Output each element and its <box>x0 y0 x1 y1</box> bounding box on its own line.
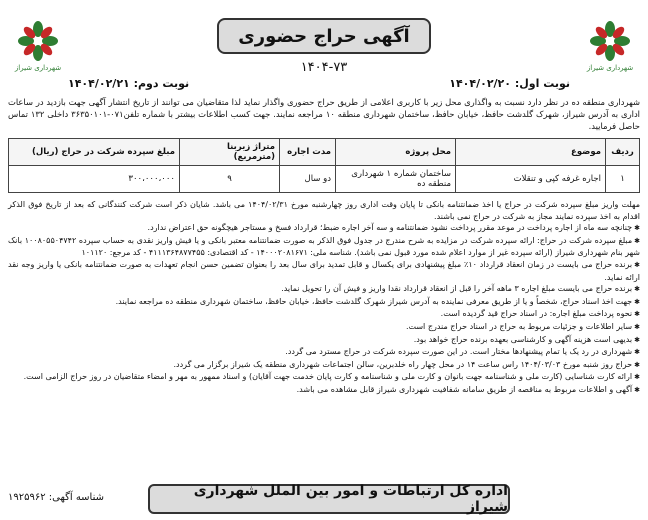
star-bullet-icon: ✱ <box>634 285 640 294</box>
condition-text: بدیهی است هزینه آگهی و کارشناسی بعهده برنده حراج خواهد بود. <box>413 334 633 344</box>
condition-text: مهلت واریز مبلغ سپرده شرکت در حراج یا اخذ ضمانتنامه بانکی تا پایان وقت اداری روز چهارشنبه مورخ ۱۴۰۴/۰۲/۳۱ می باشد. شایان ذکر است شرکت کنندگانی که بعد از تاریخ فوق الذکر اقدام به اخذ سپرده نمایند مجاز به شرکت در حراج نمی باشند. <box>8 200 640 221</box>
conditions-list <box>8 199 640 397</box>
condition-text: چنانچه سه ماه از اجاره پرداخت در موعد مقرر پرداخت نشود ضمانتنامه و سه آخر اجاره ضبط؛ قرارداد فسخ و مستاجر هیچگونه حق اعتراض ندارد. <box>147 223 633 233</box>
condition-text: مبلغ سپرده شرکت در حراج: ارائه سپرده شرکت در مزایده به شرح مندرج در جدول فوق الذکر به صورت ضمانتنامه معتبر بانکی و یا فیش واریز نقدی به حساب سپرده ۱۰۰۸۰۵۵۰۴۷۴۲ بانک شهر بنام شهرداری شیراز (ارائه سپرده غیر از موارد اعلام شده مورد قبول نمی باشد). شناسه ملی: ۱۴۰۰۰۲۰۸۱۶۷۱ - کد اقتصادی: ۴۱۱۱۳۶۴۸۷۷۴۵۵ - کد مرجع: ۱۰۱۱۲۰ <box>8 235 640 258</box>
star-bullet-icon: ✱ <box>634 224 640 233</box>
condition-text: ارائه کارت شناسایی (کارت ملی و شناسنامه جهت بانوان و کارت ملی و شناسنامه و کارت پایان خدمت جهت آقایان) و اسناد ممهور به مهر و امضاء متقاضیان در روز حراج الزامی است. <box>23 372 633 382</box>
star-bullet-icon: ✱ <box>634 335 640 344</box>
col-header: مدت اجاره <box>280 139 336 166</box>
star-bullet-icon: ✱ <box>634 373 640 382</box>
condition-item <box>8 359 640 372</box>
condition-text: شهرداری در رد یک یا تمام پیشنهادها مختار است. در این صورت سپرده شرکت در حراج مسترد می گردد. <box>285 347 633 357</box>
footer-org: اداره کل ارتباطات و امور بین الملل شهرداری شیراز <box>148 484 510 514</box>
star-bullet-icon: ✱ <box>634 348 640 357</box>
condition-text: برنده حراج می بایست در زمان انعقاد قرارداد ۱۰٪ مبلغ پیشنهادی برای یکسال و قابل تمدید برای سال بعد را بعنوان تضمین حسن انجام تعهدات به صورت ضمانتنامه بانکی یا واریز وجه نقد ارائه نماید. <box>8 259 640 282</box>
ad-id: شناسه آگهی: ۱۹۲۵۹۶۲ <box>8 492 105 503</box>
star-bullet-icon: ✱ <box>634 236 640 245</box>
condition-item <box>8 199 640 222</box>
table-cell: دو سال <box>280 166 336 193</box>
condition-text: برنده حراج می بایست مبلغ اجاره ۳ ماهه آخر را قبل از انعقاد قرارداد نقدا واریز و فیش آن را تحویل نماید. <box>281 284 633 294</box>
flower-logo-icon <box>17 20 59 62</box>
table-cell: اجاره غرفه کپی و تنقلات <box>456 166 606 193</box>
condition-item <box>8 346 640 359</box>
intro-text: شهرداری منطقه ده در نظر دارد نسبت به واگذاری محل زیر با کاربری اعلامی از طریق حراج حضوری واگذار نماید لذا متقاضیان می توانند از تاریخ انتشار آگهی جهت بازدید در ساعات اداری به آدرس شیراز، شهرک گلدشت حافظ، خیابان حافظ، ساختمان شهرداری منطقه ۱۰ مراجعه نمایند. جهت کسب اطلاعات بیشتر با شماره تلفن۰۷۱-۳۶۳۵۰۱۰۱ داخلی ۱۳۲ تماس حاصل فرمایید. <box>8 97 640 131</box>
table-row <box>9 166 640 193</box>
ad-number: ۱۴۰۴-۷۳ <box>300 60 348 75</box>
table-cell: ۳۰۰،۰۰۰،۰۰۰ <box>9 166 180 193</box>
col-header: مبلغ سپرده شرکت در حراج (ریال) <box>9 139 180 166</box>
auction-table <box>8 138 640 193</box>
condition-text: حراج روز شنبه مورخ ۱۴۰۴/۰۳/۰۳ راس ساعت ۱۴ در محل چهار راه خلدبرین، سالن اجتماعات شهرداری منطقه یک شیراز برگزار می گردد. <box>173 359 633 369</box>
condition-item <box>8 334 640 347</box>
col-header: موضوع <box>456 139 606 166</box>
star-bullet-icon: ✱ <box>634 322 640 331</box>
condition-item <box>8 321 640 334</box>
condition-text: آگهی و اطلاعات مربوط به مناقصه از طریق سامانه شفافیت شهرداری شیراز قابل مشاهده می باشد. <box>296 384 633 394</box>
star-bullet-icon: ✱ <box>634 260 640 269</box>
logo-right <box>582 20 638 82</box>
second-date: نوبت دوم: ۱۴۰۴/۰۲/۲۱ <box>68 77 190 90</box>
condition-item <box>8 259 640 283</box>
condition-item <box>8 384 640 397</box>
star-bullet-icon: ✱ <box>634 385 640 394</box>
condition-item <box>8 371 640 384</box>
logo-caption: شهرداری شیراز <box>586 64 634 72</box>
condition-text: نحوه پرداخت مبلغ اجاره: در اسناد حراج قید گردیده است. <box>440 309 633 319</box>
condition-item <box>8 283 640 296</box>
publish-dates <box>8 77 640 90</box>
star-bullet-icon: ✱ <box>634 310 640 319</box>
first-date: نوبت اول: ۱۴۰۴/۰۲/۲۰ <box>449 77 570 90</box>
flower-logo-icon <box>589 20 631 62</box>
condition-item <box>8 222 640 235</box>
logo-caption: شهرداری شیراز <box>14 64 62 72</box>
ad-title: آگهی حراج حضوری <box>217 18 431 54</box>
table-cell: ۹ <box>180 166 280 193</box>
table-cell: ۱ <box>606 166 640 193</box>
col-header: متراژ زیربنا (مترمربع) <box>180 139 280 166</box>
condition-item <box>8 296 640 309</box>
condition-item <box>8 235 640 259</box>
table-cell: ساختمان شماره ۱ شهرداری منطقه ده <box>336 166 456 193</box>
condition-item <box>8 308 640 321</box>
condition-text: جهت اخذ اسناد حراج، شخصاً و یا از طریق معرفی نماینده به آدرس شیراز شهرک گلدشت حافظ، خیابان حافظ، ساختمان شهرداری منطقه ده مراجعه نمایند. <box>115 296 633 306</box>
col-header: ردیف <box>606 139 640 166</box>
table-header-row <box>9 139 640 166</box>
logo-left <box>10 20 66 82</box>
star-bullet-icon: ✱ <box>634 360 640 369</box>
condition-text: سایر اطلاعات و جزئیات مربوط به حراج در اسناد حراج مندرج است. <box>405 321 633 331</box>
star-bullet-icon: ✱ <box>634 297 640 306</box>
col-header: محل پروژه <box>336 139 456 166</box>
footer <box>8 484 640 514</box>
